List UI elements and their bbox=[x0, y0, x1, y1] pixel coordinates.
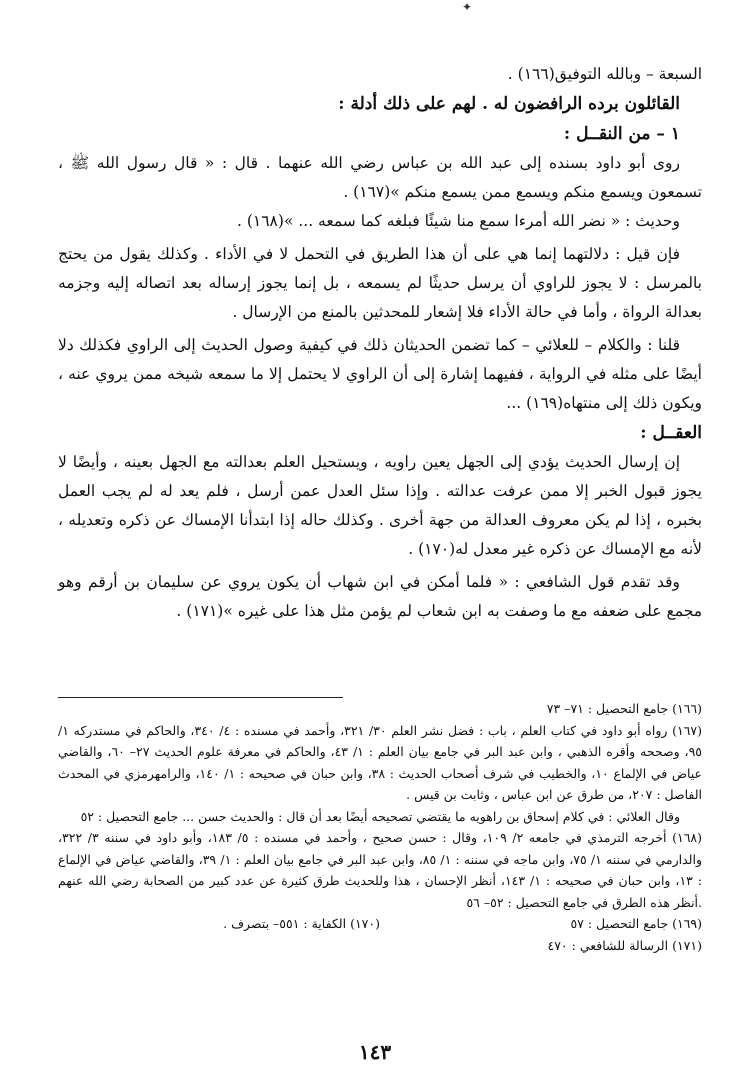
naql-heading: ١ – من النقــل : bbox=[563, 124, 680, 144]
text-continuation: السبعة – وبالله التوفيق(١٦٦) . bbox=[507, 65, 702, 83]
objection-paragraph: فإن قيل : دلالتهما إنما هي على أن هذا الطريق في التحمل لا في الأداء . وكذلك يقول من يحتج بالمرسل : لا يجوز للراوي أن يرسل حديثًا لم يسمعه ، بل إنما يجوز إرساله بعد اتصاله إليه وجزمه بعدالة الرواة ، وأما في حالة الأداء فلا إشعار للمحدثين بالمنع من الإرسال . bbox=[58, 245, 702, 321]
opinion-heading: القائلون برده الرافضون له . لهم على ذلك أدلة : bbox=[338, 94, 680, 114]
footnote-169: (١٦٩) جامع التحصيل : ٥٧ bbox=[570, 916, 702, 931]
footnote-170: (١٧٠) الكفاية : ٥٥١– بتصرف . bbox=[223, 916, 380, 931]
shafii-quote-paragraph: وقد تقدم قول الشافعي : « فلما أمكن في ابن شهاب أن يكون يروي عن سليمان بن أرقم وهو مجمع على ضعفه مع ما وصفت به ابن شعاب لم يؤمن مثل هذا على غيره »(١٧١) . bbox=[58, 573, 702, 620]
main-text bbox=[58, 60, 702, 626]
page-number: ١٤٣ bbox=[358, 1040, 392, 1064]
aql-heading: العقــل : bbox=[640, 423, 702, 443]
reply-paragraph: قلنا : والكلام – للعلائي – كما تضمن الحديثان ذلك في كيفية وصول الحديث إلى الراوي فكذلك دلا أيضًا على مثله في الرواية ، ففيهما إشارة إلى أن الراوي لا يحتمل إلا ما سمعه شيخه ممن يروي عنه ، ويكون ذلك إلى منتهاه(١٦٩) ... bbox=[58, 336, 702, 412]
hadith-paragraph-1: روى أبو داود بسنده إلى عبد الله بن عباس رضي الله عنهما . قال : « قال رسول الله ﷺ ، تسمعون ويسمع منكم ويسمع ممن يسمع منكم »(١٦٧) . bbox=[58, 154, 702, 201]
footnote-166: (١٦٦) جامع التحصيل : ٧١– ٧٣ bbox=[546, 701, 702, 716]
footnote-171: (١٧١) الرسالة للشافعي : ٤٧٠ bbox=[547, 937, 702, 953]
aql-paragraph: إن إرسال الحديث يؤدي إلى الجهل يعين راويه ، ويستحيل العلم بعدالته مع الجهل بعينه ، وأيضًا لا يجوز قبول الخبر إلا ممن عرفت عدالته . وإذا سئل العدل عمن أرسل ، فلم يعد له لم يجب العمل بخبره ، إذا لم يكن معروف العدالة من جهة أخرى . وكذلك حاله إذا ابتدأنا الإمساك عن ذكره وتعديله ، لأنه مع الإمساك عن ذكره غير معدل له(١٧٠) . bbox=[58, 453, 702, 558]
footnote-168: (١٦٨) أخرجه الترمذي في جامعه ٢/ ١٠٩، وقال : حسن صحيح ، وأحمد في مسنده : ٥/ ١٨٣، وأبو داود في سننه ٣/ ٣٢٢، والدارمي في سننه ١/ ٧٥، وابن ماجه في سننه : ١/ ٨٥، وابن عبد البر في جامع بيان العلم : ١/ ٣٩، والقاضي عياض في الإلماع : ١٣، وابن حبان في صحيحه : ١/ ١٤٣، أنظر الإحسان ، هذا وللحديث طرق كثيرة عن عدد كبير من الصحابة رضي الله عنهم .أنظر هذه الطرق في جامع التحصيل : ٥٢– ٥٦ bbox=[58, 830, 703, 910]
top-ornament: ✦ bbox=[462, 0, 473, 14]
hadith-paragraph-2: وحديث : « نضر الله أمرءا سمع منا شيئًا فبلغه كما سمعه ... »(١٦٨) . bbox=[237, 212, 680, 230]
footnote-167-continued: وقال العلائي : في كلام إسحاق بن راهويه ما يقتضي تصحيحه أيضًا بعد أن قال : والحديث حسن ... جامع التحصيل : ٥٢ bbox=[80, 808, 680, 824]
footnote-row-169-170 bbox=[58, 913, 702, 935]
footnotes-section bbox=[58, 697, 702, 956]
footnote-167: (١٦٧) رواه أبو داود في كتاب العلم ، باب : فضل نشر العلم ٣٠/ ٣٢١، وأحمد في مسنده : ٤/ ٣٤٠، والحاكم في مستدركه ١/ ٩٥، وصححه وأقره الذهبي ، وابن عبد البر في جامع بيان العلم : ١/ ٤٣، والحاكم في معرفة علوم الحديث ٢٧– ٦٠، والقاضي عياض في الإلماع ١٠، والخطيب في شرف أصحاب الحديث : ٣٨، وابن حبان في صحيحه : ١/ ١٤٠، والرامهرمزي في المحدث الفاصل : ٢٠٧، من طرق عن ابن عباس ، وثابت بن قيس . bbox=[58, 722, 703, 802]
